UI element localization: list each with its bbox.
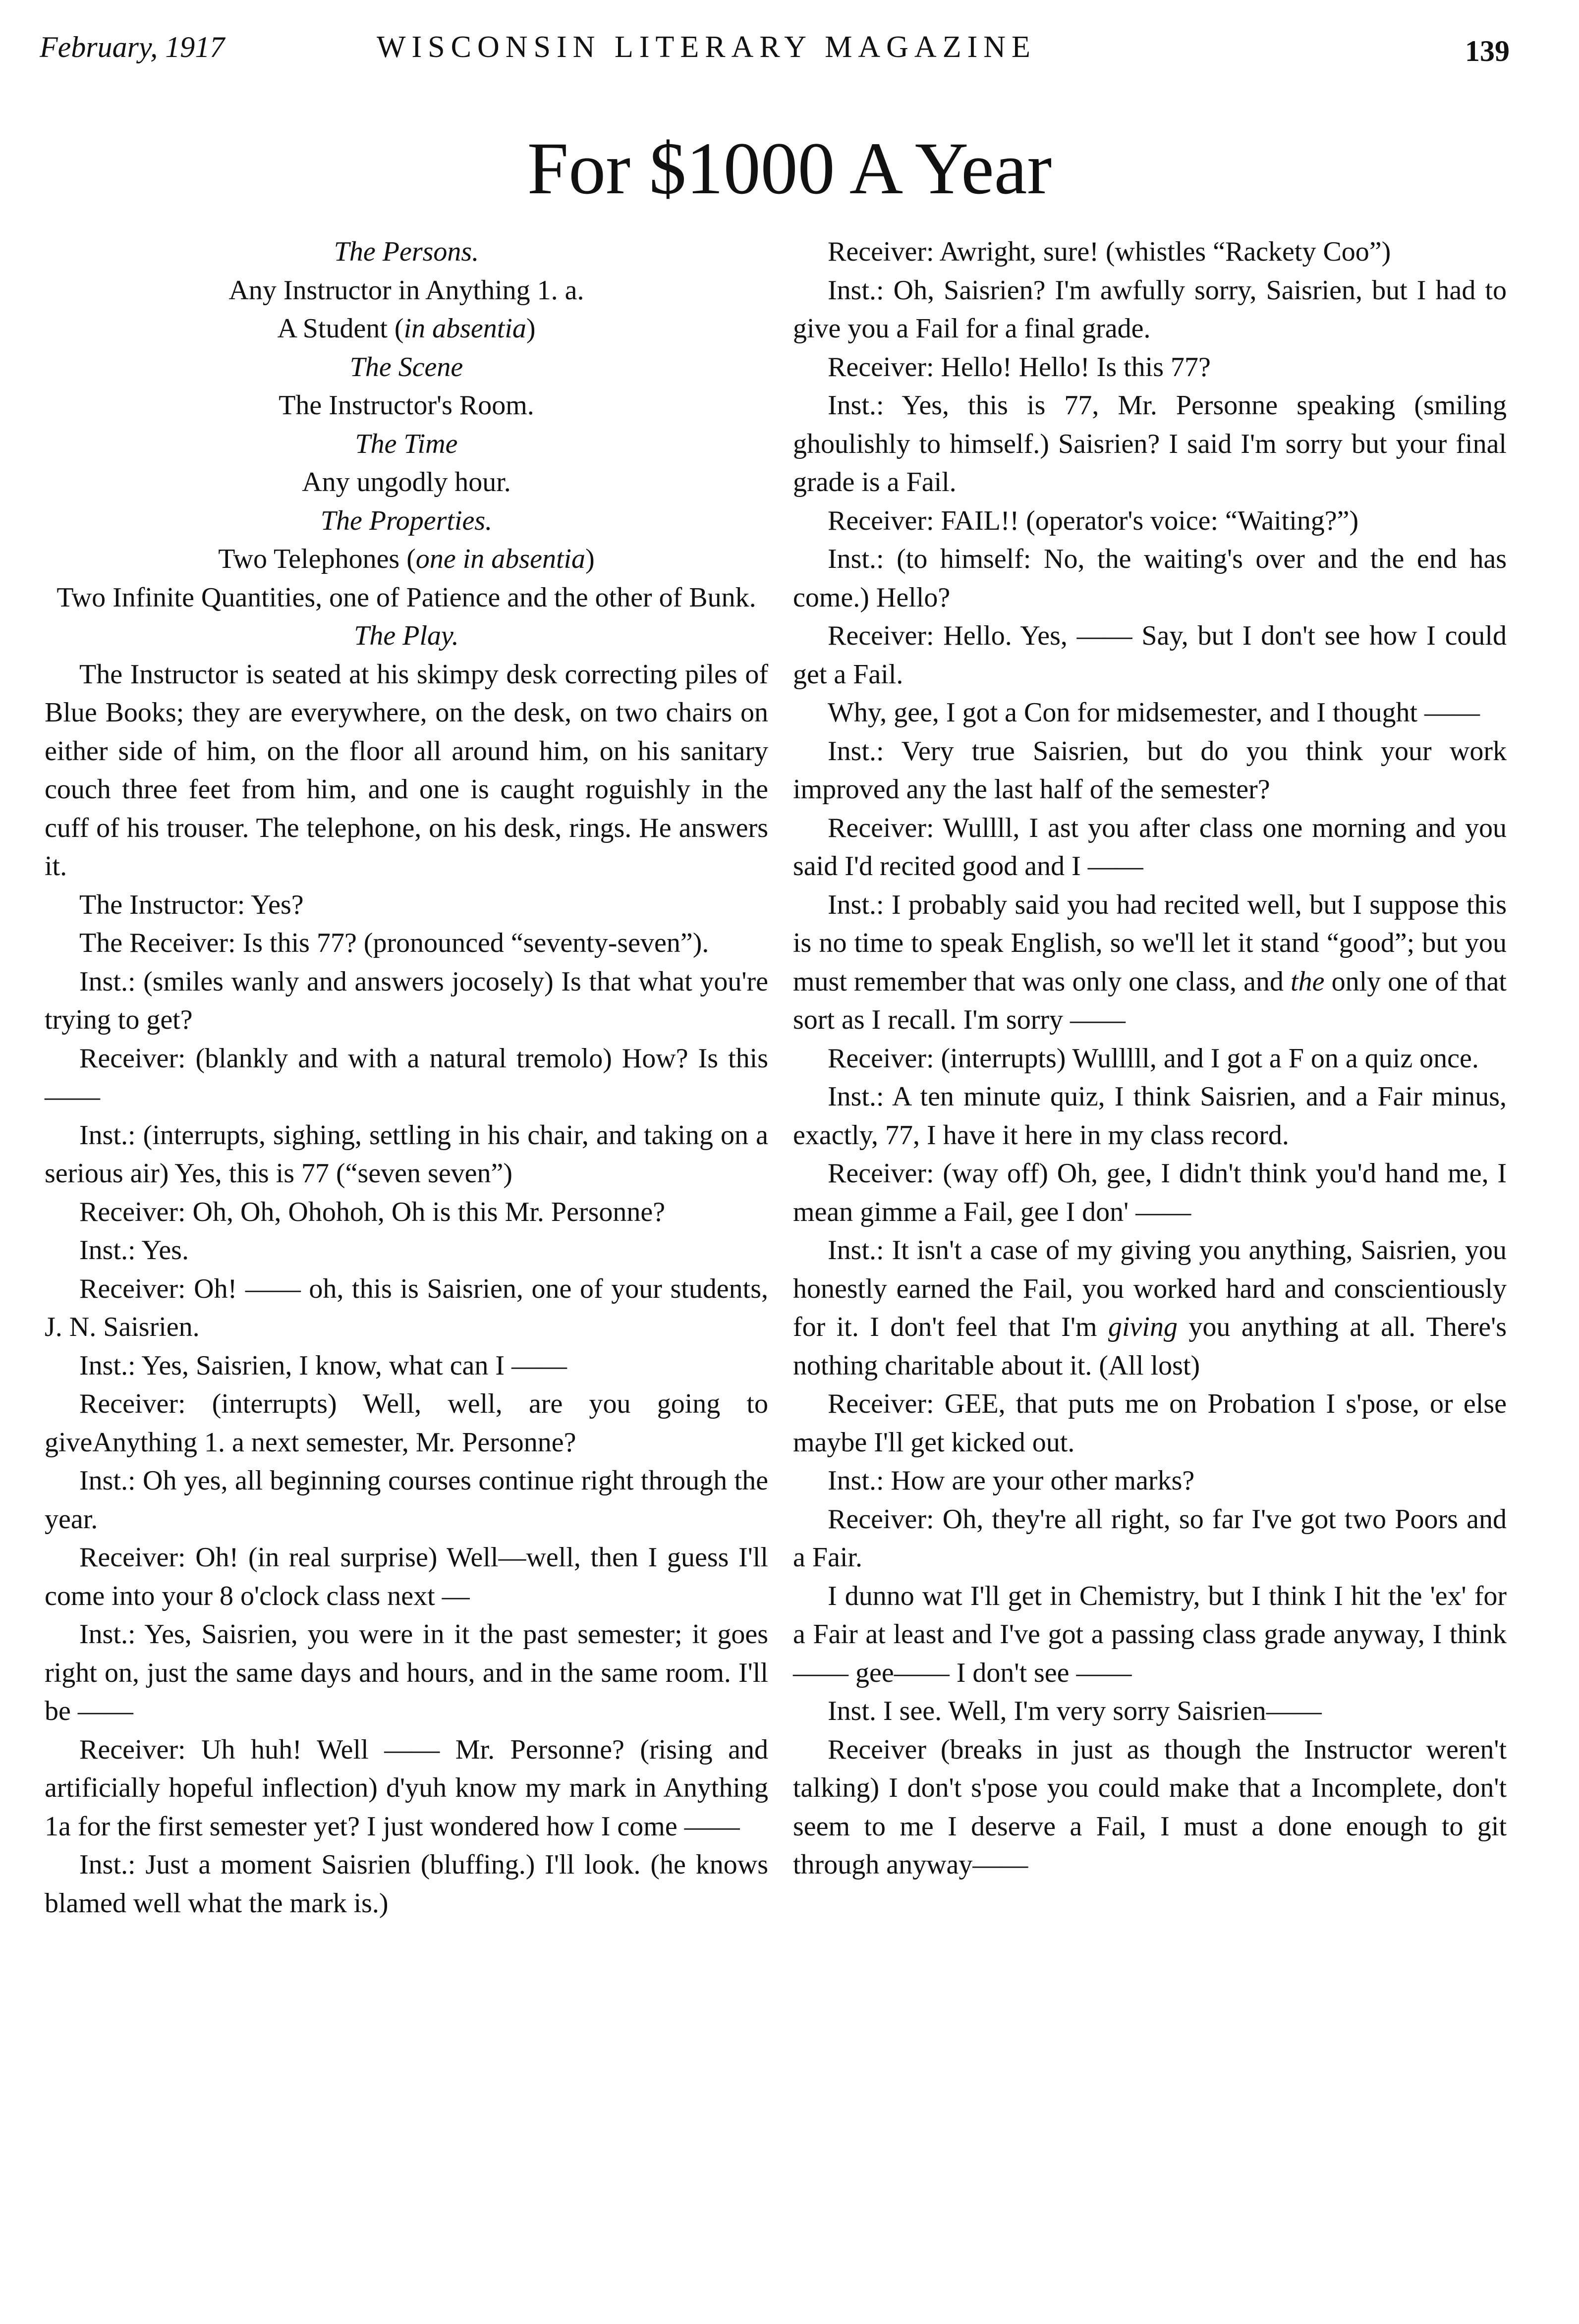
stage-direction: The Instructor is seated at his skimpy desk correcting piles of Blue Books; they are everywhere, on the desk, on two chairs on either side of him, on the floor all around him, on his sanitary couch three feet from him, and one is caught roguishly in the cuff of his trouser. The telephone, on his desk, rings. He answers it.: [45, 659, 768, 882]
dialogue-line: Inst. I see. Well, I'm very sorry Saisrien——: [828, 1696, 1322, 1726]
dialogue-line: Inst.: Yes.: [79, 1235, 189, 1266]
right-column: [793, 233, 1507, 1884]
dialogue-line: Receiver (breaks in just as though the Instructor weren't talking) I don't s'pose you could make that a Incomplete, don't seem to me I deserve a Fail, I must a done enough to git through anyway——: [793, 1734, 1507, 1880]
dialogue-italic: the: [1291, 966, 1325, 997]
properties-telephones-close: ): [585, 544, 595, 574]
dialogue-line: Receiver: (interrupts) Wulllll, and I got a F on a quiz once.: [828, 1043, 1479, 1074]
dialogue-line: Why, gee, I got a Con for midsemester, and I thought ——: [828, 697, 1480, 728]
scene-text: The Instructor's Room.: [279, 390, 534, 421]
dialogue-line: Receiver: (blankly and with a natural tremolo) How? Is this ——: [45, 1043, 768, 1112]
persons-student-close: ): [526, 313, 536, 344]
page-number: 139: [1465, 35, 1510, 67]
persons-instructor: Any Instructor in Anything 1. a.: [228, 275, 584, 306]
dialogue-text: Inst.: I probably said you had recited well, but I suppose this is no time to speak English, so we'll let it stand “good”; but you must remember that was only one class, and: [793, 889, 1507, 997]
dialogue-line: Receiver: Wullll, I ast you after class one morning and you said I'd recited good and I ——: [793, 812, 1507, 882]
dialogue-line: Inst.: Oh, Saisrien? I'm awfully sorry, Saisrien, but I had to give you a Fail for a final grade.: [793, 275, 1507, 344]
properties-telephones-text: Two Telephones (: [218, 544, 416, 574]
dialogue-line: [793, 886, 1507, 1040]
dialogue-line: Inst.: (interrupts, sighing, settling in his chair, and taking on a serious air) Yes, this is 77 (“seven seven”): [45, 1119, 768, 1189]
dialogue-line: Inst.: Yes, this is 77, Mr. Personne speaking (smiling ghoulishly to himself.) Saisrien? I said I'm sorry but your final grade is a Fail.: [793, 390, 1507, 498]
properties-telephones: [45, 540, 768, 579]
properties-quantities: Two Infinite Quantities, one of Patience and the other of Bunk.: [56, 582, 756, 613]
time-heading: The Time: [355, 428, 458, 459]
persons-student-text: A Student (: [277, 313, 404, 344]
dialogue-line: The Receiver: Is this 77? (pronounced “seventy-seven”).: [79, 928, 709, 958]
dialogue-line: I dunno wat I'll get in Chemistry, but I think I hit the 'ex' for a Fair at least and I've got a passing class grade anyway, I think —— gee—— I don't see ——: [793, 1580, 1507, 1688]
properties-heading: The Properties.: [320, 505, 493, 536]
persons-heading: The Persons.: [334, 236, 479, 267]
dialogue-line: Receiver: (way off) Oh, gee, I didn't think you'd hand me, I mean gimme a Fail, gee I don' ——: [793, 1158, 1507, 1227]
dialogue-line: Receiver: FAIL!! (operator's voice: “Waiting?”): [828, 505, 1359, 536]
dialogue-line: Inst.: Yes, Saisrien, you were in it the past semester; it goes right on, just the same days and hours, and in the same room. I'll be ——: [45, 1619, 768, 1726]
dialogue-text: Inst.: It isn't a case of my giving you anything, Saisrien, you honestly earned the Fail, you worked hard and conscientiously for it. I don't feel that I'm: [793, 1235, 1507, 1342]
dialogue-line: Inst.: Just a moment Saisrien (bluffing.) I'll look. (he knows blamed well what the mark is.): [45, 1849, 768, 1919]
running-head: [40, 25, 1539, 69]
dialogue-text: only one of that sort as I recall. I'm sorry ——: [793, 966, 1507, 1035]
dialogue-text: you anything at all. There's nothing charitable about it. (All lost): [793, 1312, 1507, 1381]
time-text: Any ungodly hour.: [302, 467, 511, 498]
dialogue-line: Inst.: A ten minute quiz, I think Saisrien, and a Fair minus, exactly, 77, I have it here in my class record.: [793, 1081, 1507, 1151]
dialogue-line: The Instructor: Yes?: [79, 889, 304, 920]
dialogue-line: Receiver: Awright, sure! (whistles “Rackety Coo”): [828, 236, 1391, 267]
play-title: For $1000 A Year: [527, 127, 1052, 210]
dialogue-line: Inst.: Very true Saisrien, but do you think your work improved any the last half of the semester?: [793, 735, 1507, 805]
dialogue-line: Receiver: Hello. Yes, —— Say, but I don't see how I could get a Fail.: [793, 620, 1507, 690]
dialogue-line: Inst.: (smiles wanly and answers jocosely) Is that what you're trying to get?: [45, 966, 768, 1035]
persons-student: [45, 310, 768, 348]
properties-telephones-italic: one in absentia: [415, 544, 586, 574]
scene-heading: The Scene: [349, 351, 463, 383]
dialogue-line: Receiver: Hello! Hello! Is this 77?: [828, 351, 1211, 383]
dialogue-line: Receiver: Oh, they're all right, so far I've got two Poors and a Fair.: [793, 1503, 1507, 1573]
play-heading: The Play.: [354, 620, 459, 651]
persons-student-italic: in absentia: [403, 313, 526, 344]
dialogue-line: Inst.: Oh yes, all beginning courses continue right through the year.: [45, 1465, 768, 1535]
dialogue-line: Receiver: Oh, Oh, Ohohoh, Oh is this Mr. Personne?: [79, 1196, 666, 1227]
left-column: [45, 233, 768, 1923]
dialogue-line: Receiver: Oh! —— oh, this is Saisrien, one of your students, J. N. Saisrien.: [45, 1273, 768, 1342]
dialogue-line: Receiver: Uh huh! Well —— Mr. Personne? (rising and artificially hopeful inflection) d'yuh know my mark in Anything 1a for the first semester yet? I just wondered how I come ——: [45, 1734, 768, 1842]
dialogue-line: Receiver: (interrupts) Well, well, are you going to giveAnything 1. a next semester, Mr. Personne?: [45, 1388, 768, 1458]
dialogue-line: Inst.: Yes, Saisrien, I know, what can I ——: [79, 1350, 567, 1381]
magazine-title: WISCONSIN LITERARY MAGAZINE: [377, 30, 1036, 64]
dialogue-line: [793, 1231, 1507, 1385]
dialogue-line: Inst.: (to himself: No, the waiting's over and the end has come.) Hello?: [793, 544, 1507, 613]
dialogue-line: Receiver: Oh! (in real surprise) Well—well, then I guess I'll come into your 8 o'clock class next —: [45, 1542, 768, 1611]
dialogue-italic: giving: [1108, 1312, 1178, 1342]
dialogue-line: Inst.: How are your other marks?: [828, 1465, 1195, 1496]
issue-date: February, 1917: [40, 31, 225, 63]
dialogue-line: Receiver: GEE, that puts me on Probation I s'pose, or else maybe I'll get kicked out.: [793, 1388, 1507, 1458]
